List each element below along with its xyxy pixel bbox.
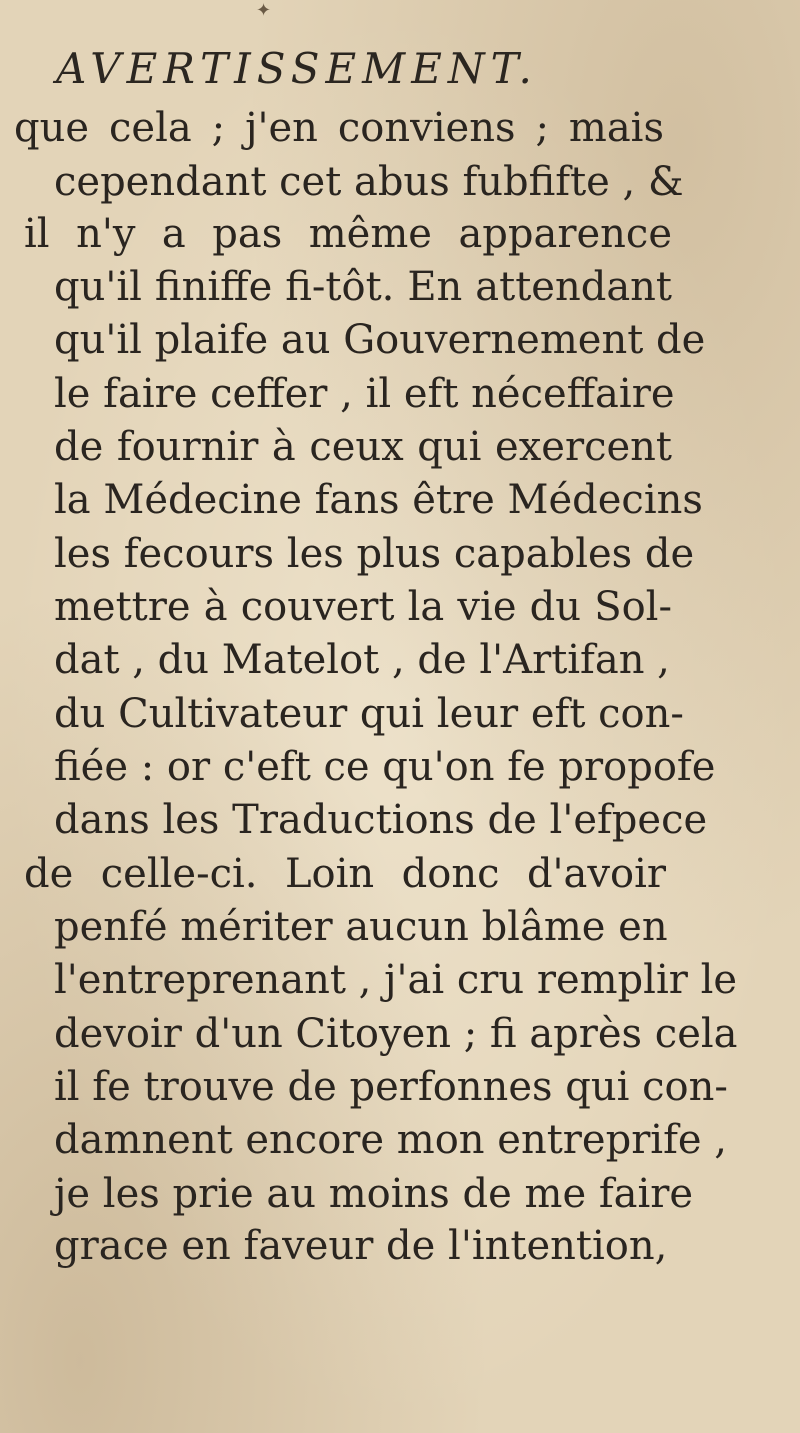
text-line: la Médecine fans être Médecins — [54, 477, 703, 523]
text-line: je les prie au moins de me faire — [54, 1171, 694, 1217]
text-line: dat , du Matelot , de l'Artifan , — [54, 637, 670, 683]
text-line: il n'y a pas même apparence — [24, 211, 672, 257]
text-line: qu'il plaife au Gouvernement de — [54, 317, 706, 363]
text-line: dans les Traductions de l'efpece — [54, 797, 708, 843]
text-line: du Cultivateur qui leur eft con- — [54, 691, 684, 737]
text-line: il fe trouve de perfonnes qui con- — [54, 1064, 728, 1110]
text-line: cependant cet abus fubfifte , & — [54, 159, 684, 205]
text-line: fiée : or c'eft ce qu'on fe propofe — [54, 744, 716, 790]
text-line: que cela ; j'en conviens ; mais — [14, 105, 664, 151]
text-line: mettre à couvert la vie du Sol- — [54, 584, 672, 630]
text-line: damnent encore mon entreprife , — [54, 1117, 728, 1163]
text-line: qu'il finiffe fi-tôt. En attendant — [54, 264, 672, 310]
text-line: penfé mériter aucun blâme en — [54, 904, 668, 950]
text-line: l'entreprenant , j'ai cru remplir le — [54, 957, 738, 1003]
text-line: grace en faveur de l'intention, — [54, 1223, 668, 1269]
text-line: les fecours les plus capables de — [54, 531, 695, 577]
printer-ornament-icon: ✦ — [256, 0, 272, 21]
text-line: devoir d'un Citoyen ; fi après cela — [54, 1011, 738, 1057]
text-line: le faire ceffer , il eft néceffaire — [54, 371, 675, 417]
text-line: de celle-ci. Loin donc d'avoir — [24, 851, 666, 897]
text-line: de fournir à ceux qui exercent — [54, 424, 672, 470]
running-head: AVERTISSEMENT. — [56, 44, 538, 93]
